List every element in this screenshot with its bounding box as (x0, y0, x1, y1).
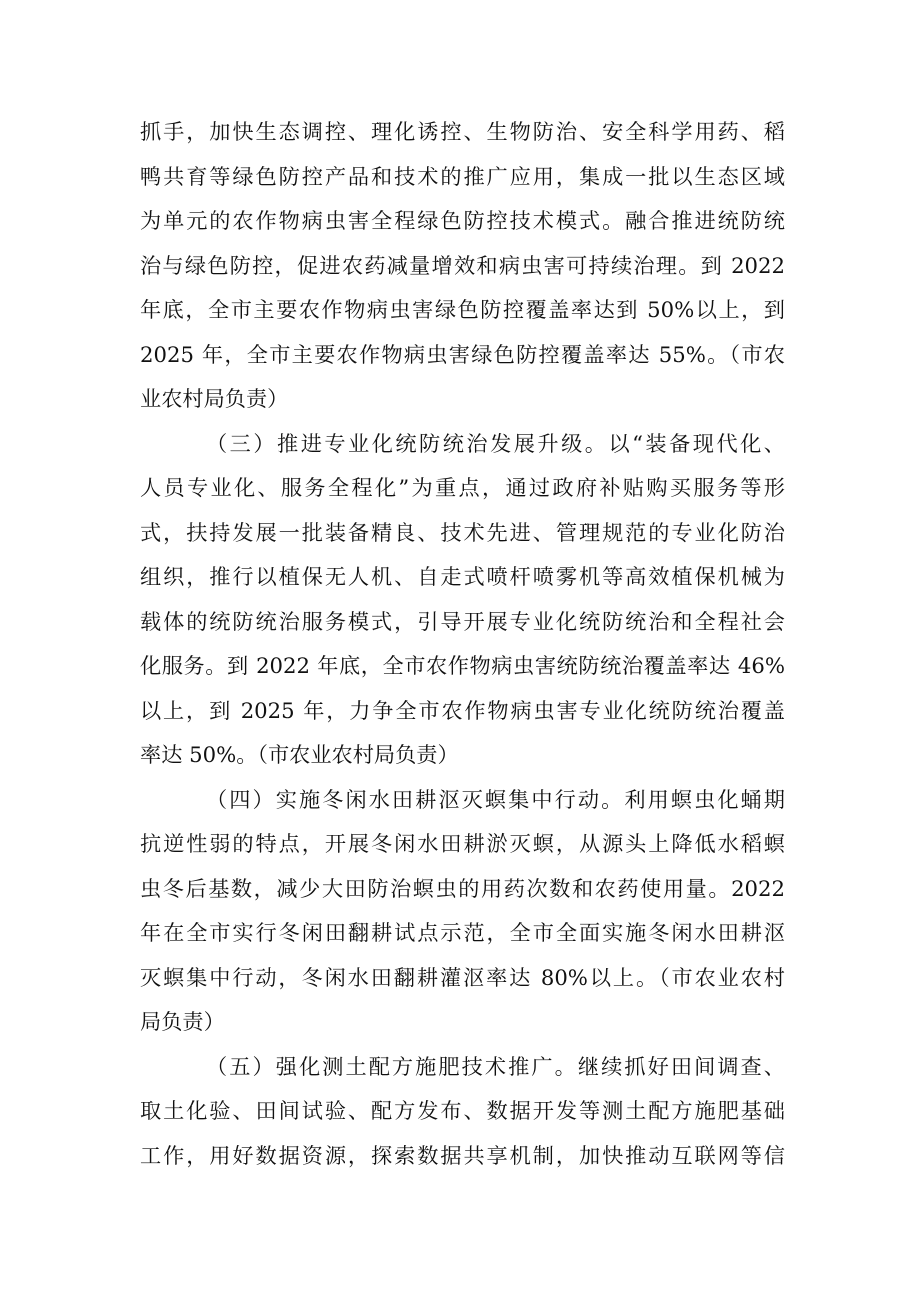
text-line: 工作，用好数据资源，探索数据共享机制，加快推动互联网等信 (140, 1142, 785, 1168)
section-heading-line: （三）推进专业化统防统治发展升级。以“装备现代化、 (206, 430, 785, 456)
text-line: 2025 年，全市主要农作物病虫害绿色防控覆盖率达 55%。（市农 (140, 341, 785, 367)
text-line: 载体的统防统治服务模式，引导开展专业化统防统治和全程社会 (140, 608, 785, 634)
text-line: 虫冬后基数，减少大田防治螟虫的用药次数和农药使用量。2022 (140, 875, 785, 901)
text-line: 年在全市实行冬闲田翻耕试点示范，全市全面实施冬闲水田耕沤 (140, 920, 785, 945)
text-line: 局负责） (140, 1009, 225, 1034)
text-line: 鸭共育等绿色防控产品和技术的推广应用，集成一批以生态区域 (140, 163, 785, 189)
text-line: 治与绿色防控，促进农药减量增效和病虫害可持续治理。到 2022 (140, 252, 785, 278)
text-line: 抗逆性弱的特点，开展冬闲水田耕淤灭螟，从源头上降低水稻螟 (140, 831, 785, 856)
section-heading-line: （五）强化测土配方施肥技术推广。继续抓好田间调查、 (206, 1053, 785, 1079)
section-heading-line: （四）实施冬闲水田耕沤灭螟集中行动。利用螟虫化蛹期 (206, 786, 785, 812)
text-line: 以上，到 2025 年，力争全市农作物病虫害专业化统防统治覆盖 (140, 697, 785, 723)
text-line: 组织，推行以植保无人机、自走式喷杆喷雾机等高效植保机械为 (140, 564, 785, 589)
body-text (140, 110, 785, 1178)
text-line: 年底，全市主要农作物病虫害绿色防控覆盖率达到 50%以上，到 (140, 297, 785, 322)
text-line: 化服务。到 2022 年底，全市农作物病虫害统防统治覆盖率达 46% (140, 653, 785, 678)
text-line: 式，扶持发展一批装备精良、技术先进、管理规范的专业化防治 (140, 519, 785, 545)
text-line: 业农村局负责） (140, 386, 289, 411)
text-line: 取土化验、田间试验、配方发布、数据开发等测土配方施肥基础 (140, 1098, 785, 1123)
text-line: 率达 50%。（市农业农村局负责） (140, 742, 459, 767)
text-line: 抓手，加快生态调控、理化诱控、生物防治、安全科学用药、稻 (140, 119, 785, 144)
text-line: 灭螟集中行动，冬闲水田翻耕灌沤率达 80%以上。（市农业农村 (140, 964, 785, 990)
text-line: 为单元的农作物病虫害全程绿色防控技术模式。融合推进统防统 (140, 208, 785, 233)
text-line: 人员专业化、服务全程化”为重点，通过政府补贴购买服务等形 (140, 475, 785, 500)
